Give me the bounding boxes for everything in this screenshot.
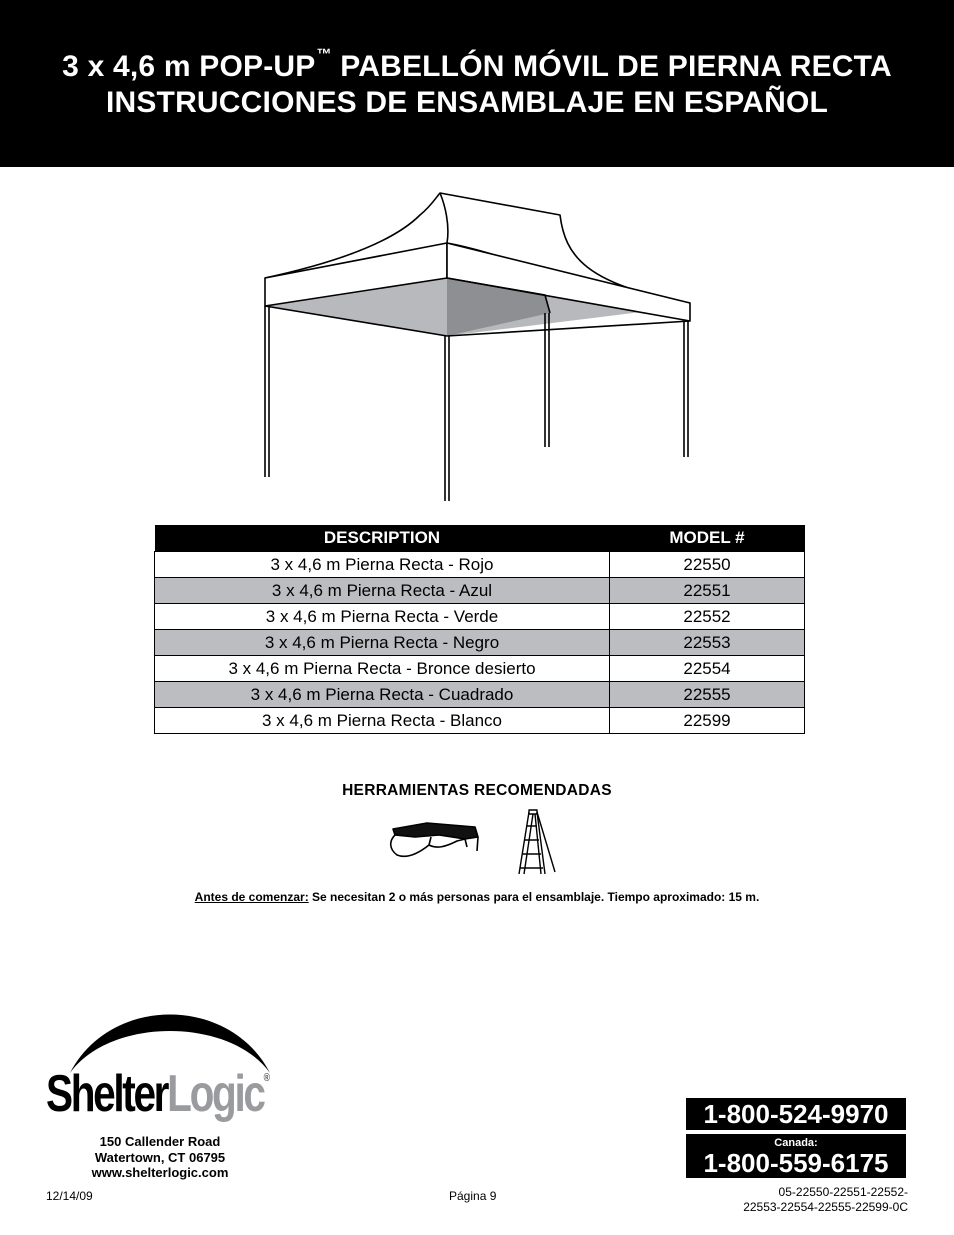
table-row bbox=[155, 578, 805, 604]
canopy-illustration bbox=[255, 185, 700, 505]
row-description: 3 x 4,6 m Pierna Recta - Rojo bbox=[155, 552, 610, 578]
safety-glasses-icon bbox=[385, 815, 483, 861]
description-column-header: DESCRIPTION bbox=[155, 525, 610, 552]
table-row bbox=[155, 656, 805, 682]
row-description: 3 x 4,6 m Pierna Recta - Azul bbox=[155, 578, 610, 604]
row-description: 3 x 4,6 m Pierna Recta - Negro bbox=[155, 630, 610, 656]
table-row bbox=[155, 682, 805, 708]
before-you-begin-note bbox=[0, 890, 954, 904]
shelterlogic-logo bbox=[46, 1065, 270, 1123]
title-line-1 bbox=[0, 46, 954, 84]
table-row bbox=[155, 552, 805, 578]
address-city: Watertown, CT 06795 bbox=[94, 1149, 226, 1165]
website-url: www.shelterlogic.com bbox=[91, 1165, 229, 1180]
title-banner bbox=[0, 0, 954, 167]
row-model-number: 22551 bbox=[610, 578, 805, 604]
logo-shelter-text: Shelter bbox=[46, 1065, 168, 1123]
row-description: 3 x 4,6 m Pierna Recta - Bronce desierto bbox=[155, 656, 610, 682]
canada-phone-box bbox=[686, 1134, 906, 1178]
title-line-2: INSTRUCCIONES DE ENSAMBLAJE EN ESPAÑOL bbox=[105, 86, 829, 119]
trademark-symbol: ™ bbox=[316, 46, 332, 63]
step-ladder-icon bbox=[515, 808, 559, 878]
title-line-1-part-b: PABELLÓN MÓVIL DE PIERNA RECTA bbox=[340, 50, 892, 83]
document-code bbox=[660, 1185, 908, 1215]
table-row bbox=[155, 708, 805, 734]
table-row bbox=[155, 604, 805, 630]
row-model-number: 22555 bbox=[610, 682, 805, 708]
model-table bbox=[154, 525, 805, 734]
note-label: Antes de comenzar: bbox=[194, 890, 309, 904]
phone-number-canada: 1-800-559-6175 bbox=[703, 1148, 889, 1178]
table-row bbox=[155, 630, 805, 656]
note-text: Se necesitan 2 o más personas para el ensamblaje. Tiempo aproximado: 15 m. bbox=[308, 890, 760, 904]
document-code-line-1: 05-22550-22551-22552- bbox=[778, 1185, 908, 1199]
row-model-number: 22552 bbox=[610, 604, 805, 630]
row-model-number: 22554 bbox=[610, 656, 805, 682]
registered-mark: ® bbox=[263, 1072, 270, 1084]
document-code-line-2: 22553-22554-22555-22599-0C bbox=[743, 1200, 908, 1214]
table-header-row bbox=[155, 525, 805, 552]
page-number: Página 9 bbox=[449, 1189, 497, 1203]
recommended-tools-heading: HERRAMIENTAS RECOMENDADAS bbox=[342, 782, 612, 799]
address-street: 150 Callender Road bbox=[99, 1134, 221, 1149]
model-column-header: MODEL # bbox=[610, 525, 805, 552]
company-address bbox=[70, 1134, 250, 1181]
canada-label: Canada: bbox=[774, 1137, 818, 1149]
row-description: 3 x 4,6 m Pierna Recta - Blanco bbox=[155, 708, 610, 734]
footer-date: 12/14/09 bbox=[46, 1189, 93, 1203]
row-description: 3 x 4,6 m Pierna Recta - Verde bbox=[155, 604, 610, 630]
row-model-number: 22553 bbox=[610, 630, 805, 656]
logo-logic-text: Logic bbox=[167, 1065, 264, 1123]
phone-number-main: 1-800-524-9970 bbox=[686, 1098, 906, 1130]
title-line-1-part-a: 3 x 4,6 m POP-UP bbox=[62, 50, 316, 83]
row-model-number: 22599 bbox=[610, 708, 805, 734]
row-model-number: 22550 bbox=[610, 552, 805, 578]
row-description: 3 x 4,6 m Pierna Recta - Cuadrado bbox=[155, 682, 610, 708]
